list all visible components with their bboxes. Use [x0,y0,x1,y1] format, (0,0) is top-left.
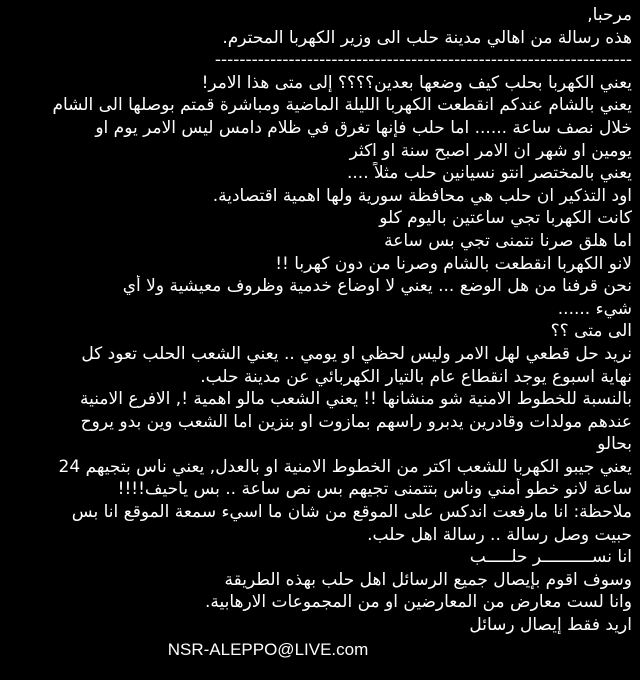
letter-line: الى متى ؟؟ [550,321,632,342]
letter-line: يعني بالشام عندكم انقطعت الكهربا الليلة الماضية ومباشرة قمتم بوصلها الى الشام [52,95,632,116]
letter-line: وانا لست معارض من المعارضين او من المجموعات الارهابية. [204,592,632,613]
letter-line: نريد حل قطعي لهل الامر وليس لحظي او يومي .. يعني الشعب الحلب تعود كل [81,343,632,364]
letter-line: ساعة لانو خطو أمني وناس بتتمنى تجيهم بس نص ساعة .. بس ياحيف!!!! [117,479,632,500]
letter-line: اود التذكير ان حلب هي محافظة سورية ولها اهمية اقتصادية. [212,185,632,206]
letter-line: يومين او شهر ان الامر اصبح سنة او اكثر [349,140,632,161]
letter-body [4,4,632,676]
letter-line: يعني جيبو الكهربا للشعب اكتر من الخطوط الامنية او بالعدل, يعني ناس بتجيهم 24 [58,456,632,477]
letter-line: يعني بالمختصر انتو نسيانين حلب مثلاً .... [347,163,632,184]
signature-line: انا نســــــــــر حلـــــب [469,547,632,568]
letter-line: حبيت وصل رسالة .. رسالة اهل حلب. [367,524,632,545]
letter-line: بالنسبة للخطوط الامنية شو منشانها !! يعني الشعب مالو اهمية !, الافرع الامنية [80,389,632,410]
letter-line: اريد فقط إيصال رسائل [469,615,632,636]
letter-line: لانو الكهربا انقطعت بالشام وصرنا من دون كهربا !! [275,253,632,274]
separator-line: -------------------------------------------------------------------- [214,50,632,71]
contact-email: NSR-ALEPPO@LIVE.com [167,639,369,659]
letter-line: كانت الكهربا تجي ساعتين باليوم كلو [379,208,632,229]
letter-line: نهاية اسبوع يوجد انقطاع عام بالتيار الكهربائي عن مدينة حلب. [200,366,632,387]
letter-line: شيء ...... [557,298,632,319]
letter-line: نحن قرفنا من هل الوضع ... يعني لا اوضاع خدمية وظروف معيشية ولا أي [122,276,632,297]
letter-line: خلال نصف ساعة ...... اما حلب فإنها تغرق في ظلام دامس ليس الامر يوم او [95,117,632,138]
letter-line: وسوف اقوم بإيصال جميع الرسائل اهل حلب بهذه الطريقة [224,569,632,590]
letter-line: بحالو [597,434,632,455]
letter-line: مرحبا, [587,5,632,25]
letter-line: يعني الكهربا بحلب كيف وضعها بعدين؟؟؟؟ إلى متى هذا الامر! [201,72,632,93]
letter-line: هذه رسالة من اهالي مدينة حلب الى وزير الكهربا المحترم. [222,27,632,48]
letter-line: ملاحظة: انا مارفعت اندكس على الموقع من شان ما اسيء سمعة الموقع انا بس [71,502,632,523]
letter-line: اما هلق صرنا نتمنى تجي بس ساعة [384,230,632,251]
letter-line: عندهم مولدات وقادرين يدبرو راسهم بمازوت او بنزين اما الشعب وين بدو يروح [80,411,632,432]
